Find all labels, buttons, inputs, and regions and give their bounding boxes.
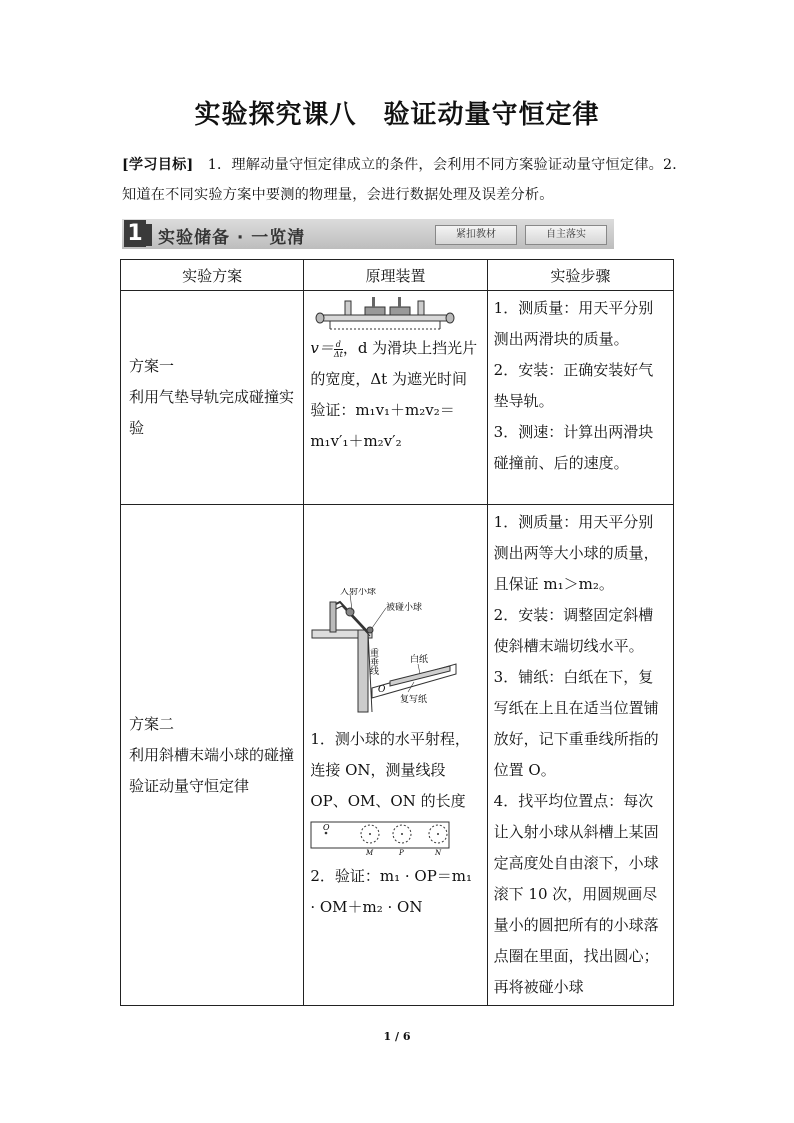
header-steps: 实验步骤 <box>487 260 673 291</box>
target-ball-label: 被碰小球 <box>386 602 423 613</box>
steps-cell <box>487 505 673 1006</box>
section-title: 实验储备 · 一览清 <box>158 228 306 248</box>
step-item: 1．测质量：用天平分别测出两等大小球的质量，且保证 m₁＞m₂。 <box>493 513 659 593</box>
inclined-groove-diagram <box>310 588 478 718</box>
steps-cell <box>487 291 673 505</box>
fraction-numerator: d <box>335 339 341 349</box>
principle-step-1: 1．测小球的水平射程，连接 ON，测量线段 OP、OM、ON 的长度 <box>310 729 470 810</box>
velocity-description: ，d 为滑块上挡光片的宽度，Δt 为遮光时间 <box>310 339 478 388</box>
step-item: 4．找平均位置点：每次让入射小球从斜槽上某固定高度处自由滚下，小球滚下 10 次，用圆规画尽量小的圆把所有的小球落点圈在里面，找出圆心；再将被碰小球 <box>493 792 659 996</box>
point-label-p: P <box>399 848 405 857</box>
step-item: 3．测速：计算出两滑块碰撞前、后的速度。 <box>493 423 654 472</box>
air-track-diagram <box>310 293 460 333</box>
scheme-description: 利用气垫导轨完成碰撞实验 <box>129 388 295 437</box>
verify-formula: 验证：m₁v₁＋m₂v₂＝m₁v′₁＋m₂v′₂ <box>310 401 455 450</box>
point-label-o: O <box>323 822 330 832</box>
scheme-cell <box>121 505 304 1006</box>
scheme-cell <box>121 291 304 505</box>
landing-points-diagram <box>310 821 450 857</box>
step-item: 1．测质量：用天平分别测出两滑块的质量。 <box>493 299 654 348</box>
objectives-text: 1．理解动量守恒定律成立的条件，会利用不同方案验证动量守恒定律。2．知道在不同实验方案中要测的物理量，会进行数据处理及误差分析。 <box>122 157 687 203</box>
step-item: 3．铺纸：白纸在下，复写纸在上且在适当位置铺放好，记下重垂线所指的位置 O。 <box>493 668 659 779</box>
objectives-tag: [学习目标] <box>122 157 194 173</box>
table-row <box>121 505 674 1006</box>
section-number-decoration <box>146 224 152 246</box>
page-number: 1 / 6 <box>383 1030 411 1043</box>
page-title: 实验探究课八 验证动量守恒定律 <box>194 100 600 130</box>
carbon-paper-label: 复写纸 <box>400 694 428 705</box>
velocity-lhs: v＝ <box>310 339 334 357</box>
origin-label: O <box>378 684 386 695</box>
section-number: 1 <box>124 220 146 247</box>
step-item: 2．安装：调整固定斜槽使斜槽末端切线水平。 <box>493 606 654 655</box>
textbook-button[interactable]: 紧扣教材 <box>435 225 517 245</box>
scheme-title: 方案二 <box>129 714 175 733</box>
point-label-m: M <box>366 848 374 857</box>
velocity-formula <box>310 333 480 395</box>
principle-cell <box>304 291 487 505</box>
step-item: 2．安装：正确安装好气垫导轨。 <box>493 361 654 410</box>
scheme-description: 利用斜槽末端小球的碰撞验证动量守恒定律 <box>129 745 295 795</box>
table-row <box>121 291 674 505</box>
header-scheme: 实验方案 <box>121 260 304 291</box>
learning-objectives <box>122 150 688 210</box>
scheme-title: 方案一 <box>129 357 175 375</box>
header-principle: 原理装置 <box>304 260 487 291</box>
section-banner <box>122 219 614 249</box>
table-header-row <box>121 260 674 291</box>
velocity-fraction <box>334 340 343 359</box>
experiment-table <box>120 259 674 1006</box>
incident-ball-label: 入射小球 <box>340 587 377 597</box>
plumb-line-label: 重垂线 <box>368 647 379 675</box>
principle-step-2: 2．验证：m₁ · OP＝m₁ · OM＋m₂ · ON <box>310 866 473 916</box>
point-label-n: N <box>435 848 442 857</box>
fraction-denominator: Δt <box>333 349 343 359</box>
principle-cell <box>304 505 487 1006</box>
white-paper-label: 白纸 <box>410 654 429 665</box>
self-study-button[interactable]: 自主落实 <box>525 225 607 245</box>
